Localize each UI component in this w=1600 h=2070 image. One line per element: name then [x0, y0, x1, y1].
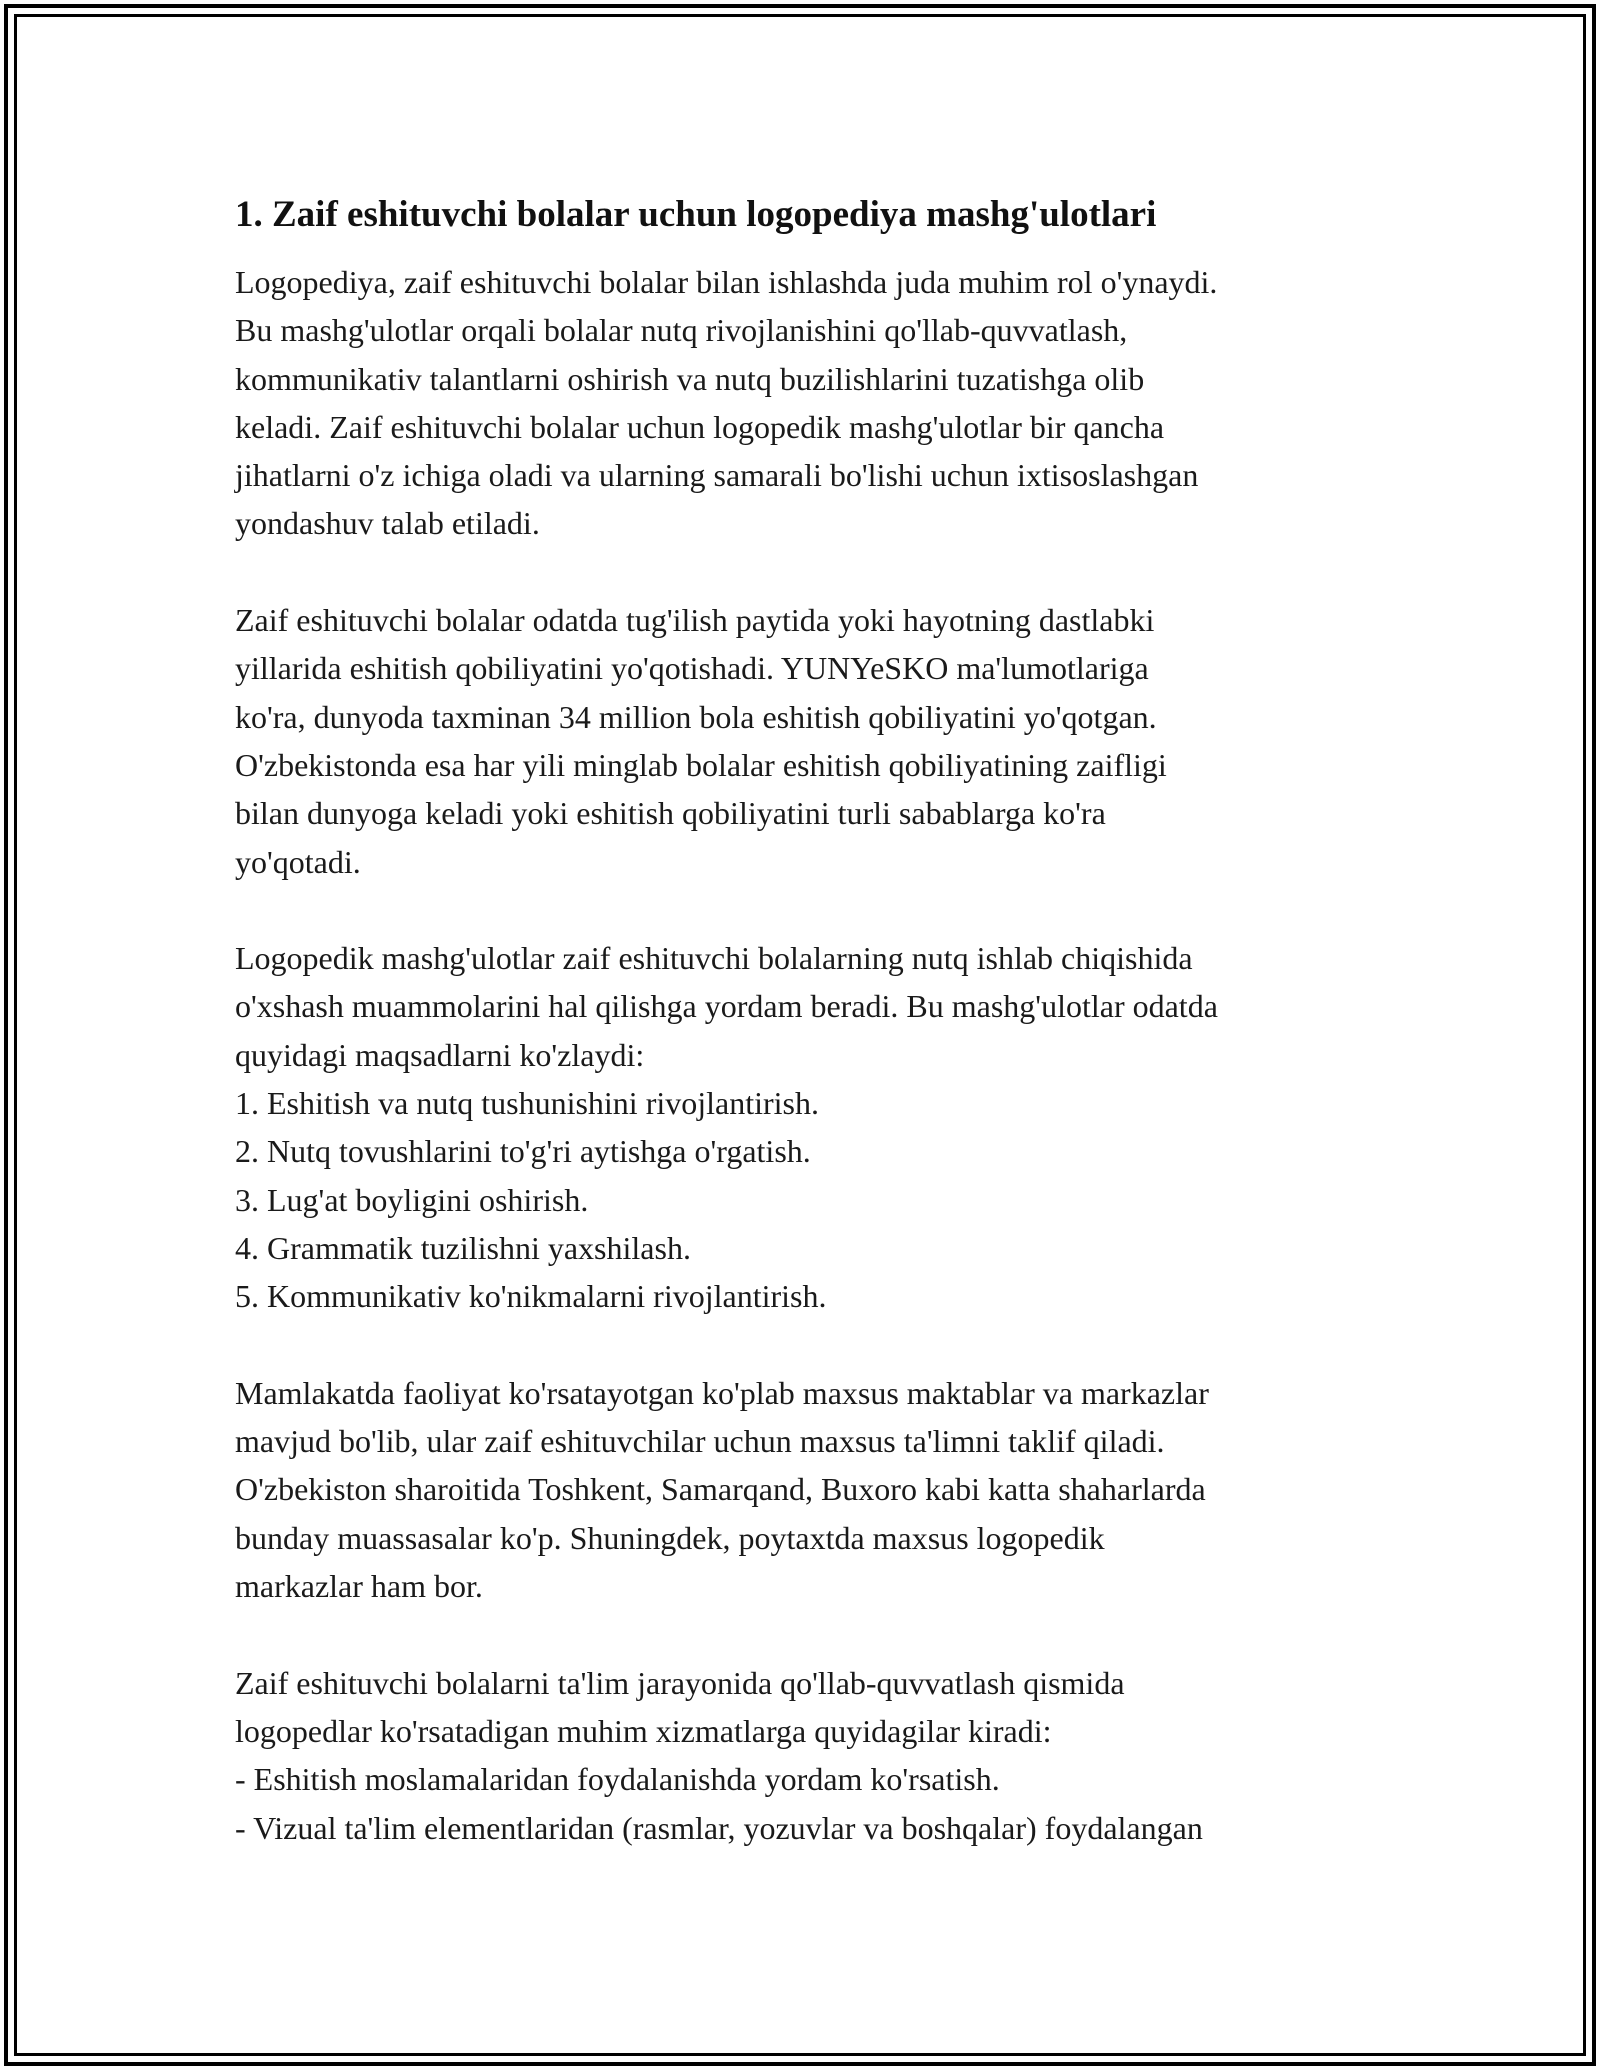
text-line: O'zbekistonda esa har yili minglab bolalar eshitish qobiliyatining zaifligi: [235, 746, 1167, 783]
list-item-goal: 1. Eshitish va nutq tushunishini rivojlantirish.: [235, 1085, 819, 1122]
paragraph-goals-intro: [235, 934, 1380, 1320]
text-line: Zaif eshituvchi bolalar odatda tug'ilish paytida yoki hayotning dastlabki: [235, 602, 1155, 639]
text-line: Bu mashg'ulotlar orqali bolalar nutq rivojlanishini qo'llab-quvvatlash,: [235, 312, 1128, 349]
text-line: O'zbekiston sharoitida Toshkent, Samarqand, Buxoro kabi katta shaharlarda: [235, 1471, 1206, 1508]
list-item-service: - Eshitish moslamalaridan foydalanishda yordam ko'rsatish.: [235, 1761, 1000, 1798]
text-line: bunday muassasalar ko'p. Shuningdek, poytaxtda maxsus logopedik: [235, 1519, 1105, 1556]
section-heading: 1. Zaif eshituvchi bolalar uchun logopediya mashg'ulotlari: [235, 194, 1157, 235]
paragraph-statistics: [235, 596, 1380, 886]
paragraph-intro: [235, 258, 1380, 548]
list-item-goal: 4. Grammatik tuzilishni yaxshilash.: [235, 1229, 691, 1266]
list-item-goal: 3. Lug'at boyligini oshirish.: [235, 1181, 589, 1218]
paragraph-institutions: [235, 1369, 1380, 1610]
text-line: Zaif eshituvchi bolalarni ta'lim jarayonida qo'llab-quvvatlash qismida: [235, 1664, 1125, 1701]
text-line: o'xshash muammolarini hal qilishga yordam beradi. Bu mashg'ulotlar odatda: [235, 988, 1218, 1025]
text-line: yondashuv talab etiladi.: [235, 505, 540, 542]
paragraph-spacer: [235, 886, 1380, 934]
paragraph-services: [235, 1659, 1380, 1852]
paragraph-spacer: [235, 1610, 1380, 1658]
text-line: Logopediya, zaif eshituvchi bolalar bilan ishlashda juda muhim rol o'ynaydi.: [235, 264, 1218, 300]
paragraph-spacer: [235, 548, 1380, 596]
text-line: jihatlarni o'z ichiga oladi va ularning samarali bo'lishi uchun ixtisoslashgan: [235, 457, 1199, 494]
list-item-goal: 5. Kommunikativ ko'nikmalarni rivojlantirish.: [235, 1278, 827, 1315]
text-line: kommunikativ talantlarni oshirish va nutq buzilishlarini tuzatishga olib: [235, 360, 1145, 397]
document-body: [235, 188, 1380, 1852]
text-line: ko'ra, dunyoda taxminan 34 million bola eshitish qobiliyatini yo'qotgan.: [235, 698, 1157, 735]
text-line: quyidagi maqsadlarni ko'zlaydi:: [235, 1036, 645, 1073]
text-line: mavjud bo'lib, ular zaif eshituvchilar uchun maxsus ta'limni taklif qiladi.: [235, 1423, 1165, 1460]
text-line: markazlar ham bor.: [235, 1568, 483, 1605]
list-item-goal: 2. Nutq tovushlarini to'g'ri aytishga o'rgatish.: [235, 1133, 811, 1170]
text-line: bilan dunyoga keladi yoki eshitish qobiliyatini turli sabablarga ko'ra: [235, 795, 1106, 832]
text-line: yillarida eshitish qobiliyatini yo'qotishadi. YUNYeSKO ma'lumotlariga: [235, 650, 1149, 687]
text-line: yo'qotadi.: [235, 843, 361, 880]
text-line: Mamlakatda faoliyat ko'rsatayotgan ko'plab maxsus maktablar va markazlar: [235, 1374, 1209, 1411]
text-line: Logopedik mashg'ulotlar zaif eshituvchi bolalarning nutq ishlab chiqishida: [235, 940, 1193, 977]
text-line: keladi. Zaif eshituvchi bolalar uchun logopedik mashg'ulotlar bir qancha: [235, 408, 1165, 445]
paragraph-spacer: [235, 1321, 1380, 1369]
text-line: logopedlar ko'rsatadigan muhim xizmatlarga quyidagilar kiradi:: [235, 1712, 1052, 1749]
list-item-service: - Vizual ta'lim elementlaridan (rasmlar, yozuvlar va boshqalar) foydalangan: [235, 1809, 1203, 1846]
